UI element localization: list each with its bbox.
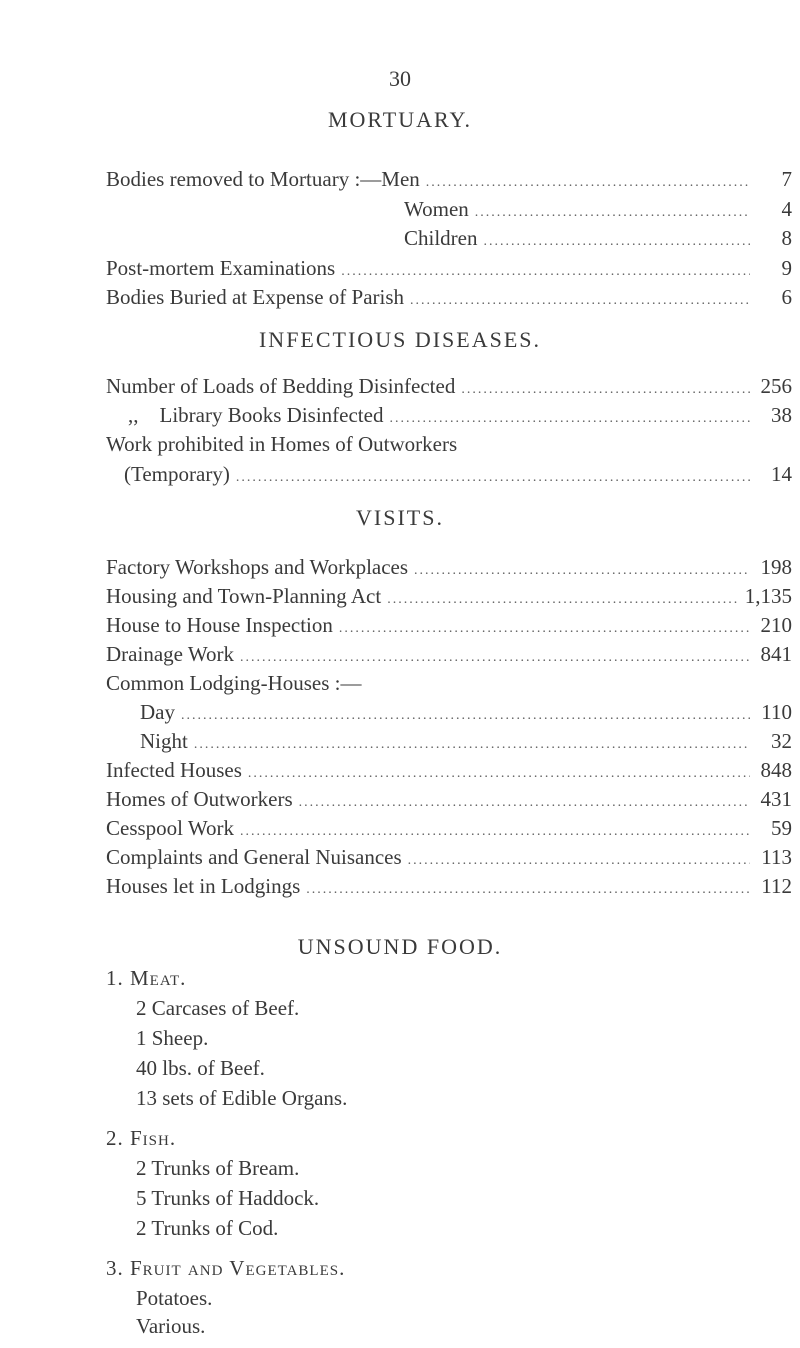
food-item: 2 Trunks of Bream. [136, 1156, 300, 1180]
night-label: Night [140, 729, 188, 753]
leader-dots [484, 234, 751, 250]
visit-row [106, 787, 792, 817]
food-section-title: 1. Meat. [106, 966, 187, 990]
work-temporary-row [124, 462, 792, 492]
mortuary-children-row [404, 226, 792, 256]
day-value: 110 [761, 700, 792, 724]
visit-row [106, 816, 792, 846]
food-item: 40 lbs. of Beef. [136, 1056, 265, 1080]
visit-row [106, 642, 792, 672]
visit-row [106, 758, 792, 788]
visit-label: Cesspool Work [106, 816, 235, 840]
visit-label: Infected Houses [106, 758, 242, 782]
leader-dots [426, 175, 750, 191]
visit-label: Houses let in Lodgings [106, 874, 301, 898]
children-value: 8 [781, 226, 792, 250]
leader-dots [240, 650, 750, 666]
buried-label: Bodies Buried at Expense of Parish [106, 285, 405, 309]
lodging-houses-label: Common Lodging-Houses :— [106, 671, 362, 695]
mortuary-men-row [106, 167, 792, 197]
work-prohibited-label: Work prohibited in Homes of Outworkers [106, 432, 458, 456]
mortuary-women-row [404, 197, 792, 227]
bodies-removed-label: Bodies removed to Mortuary :—Men [106, 167, 420, 191]
food-section-title: 2. Fish. [106, 1126, 177, 1150]
night-value: 32 [771, 729, 792, 753]
visit-value: 113 [761, 845, 792, 869]
library-label: ,, Library Books Disinfected [128, 403, 384, 427]
food-item: 2 Carcases of Beef. [136, 996, 300, 1020]
post-mortem-label: Post-mortem Examinations [106, 256, 336, 280]
visit-value: 59 [771, 816, 792, 840]
leader-dots [181, 708, 750, 724]
bedding-label: Number of Loads of Bedding Disinfected [106, 374, 456, 398]
leader-dots [299, 795, 750, 811]
food-item: 1 Sheep. [136, 1026, 209, 1050]
food-section-title: 3. Fruit and Vegetables. [106, 1256, 346, 1280]
day-label: Day [140, 700, 175, 724]
food-item: Various. [136, 1314, 206, 1338]
visit-value: 210 [760, 613, 792, 637]
food-item: Potatoes. [136, 1286, 213, 1310]
work-value: 14 [771, 462, 792, 486]
visit-value: 1,135 [744, 584, 792, 608]
women-label: Women [404, 197, 469, 221]
visit-label: Factory Workshops and Workplaces [106, 555, 409, 579]
post-mortem-value: 9 [781, 256, 792, 280]
leader-dots [341, 264, 750, 280]
visit-value: 198 [760, 555, 792, 579]
visit-label: Drainage Work [106, 642, 234, 666]
buried-row [106, 285, 792, 315]
leader-dots [389, 411, 750, 427]
leader-dots [236, 470, 750, 486]
food-item: 5 Trunks of Haddock. [136, 1186, 320, 1210]
leader-dots [306, 882, 750, 898]
visit-row [106, 845, 792, 875]
women-value: 4 [781, 197, 792, 221]
unsound-food-heading: UNSOUND FOOD. [297, 934, 503, 959]
visit-value: 848 [760, 758, 792, 782]
library-value: 38 [771, 403, 792, 427]
mortuary-heading: MORTUARY. [327, 107, 473, 132]
leader-dots [339, 621, 750, 637]
visit-row [106, 613, 792, 643]
work-temporary-label: (Temporary) [124, 462, 230, 486]
visit-value: 841 [760, 642, 792, 666]
visit-row [106, 555, 792, 585]
library-row [128, 403, 792, 433]
buried-value: 6 [781, 285, 792, 309]
day-row [140, 700, 792, 730]
visit-value: 112 [761, 874, 792, 898]
visit-label: House to House Inspection [106, 613, 333, 637]
leader-dots [194, 737, 750, 753]
visits-heading: VISITS. [356, 505, 444, 530]
men-value: 7 [781, 167, 792, 191]
leader-dots [248, 766, 750, 782]
visit-value: 431 [760, 787, 792, 811]
bedding-row [106, 374, 792, 404]
leader-dots [410, 293, 750, 309]
bedding-value: 256 [760, 374, 792, 398]
leader-dots [408, 853, 750, 869]
visit-label: Complaints and General Nuisances [106, 845, 402, 869]
visit-row [106, 584, 792, 614]
food-item: 13 sets of Edible Organs. [136, 1086, 348, 1110]
visit-label: Housing and Town-Planning Act [106, 584, 382, 608]
night-row [140, 729, 792, 759]
leader-dots [414, 563, 750, 579]
infectious-heading: INFECTIOUS DISEASES. [258, 327, 542, 352]
page-number: 30 [389, 66, 411, 91]
food-item: 2 Trunks of Cod. [136, 1216, 279, 1240]
visit-label: Homes of Outworkers [106, 787, 293, 811]
visit-row [106, 874, 792, 904]
children-label: Children [404, 226, 478, 250]
post-mortem-row [106, 256, 792, 286]
leader-dots [461, 382, 750, 398]
leader-dots [240, 824, 750, 840]
leader-dots [387, 592, 737, 608]
leader-dots [475, 205, 750, 221]
